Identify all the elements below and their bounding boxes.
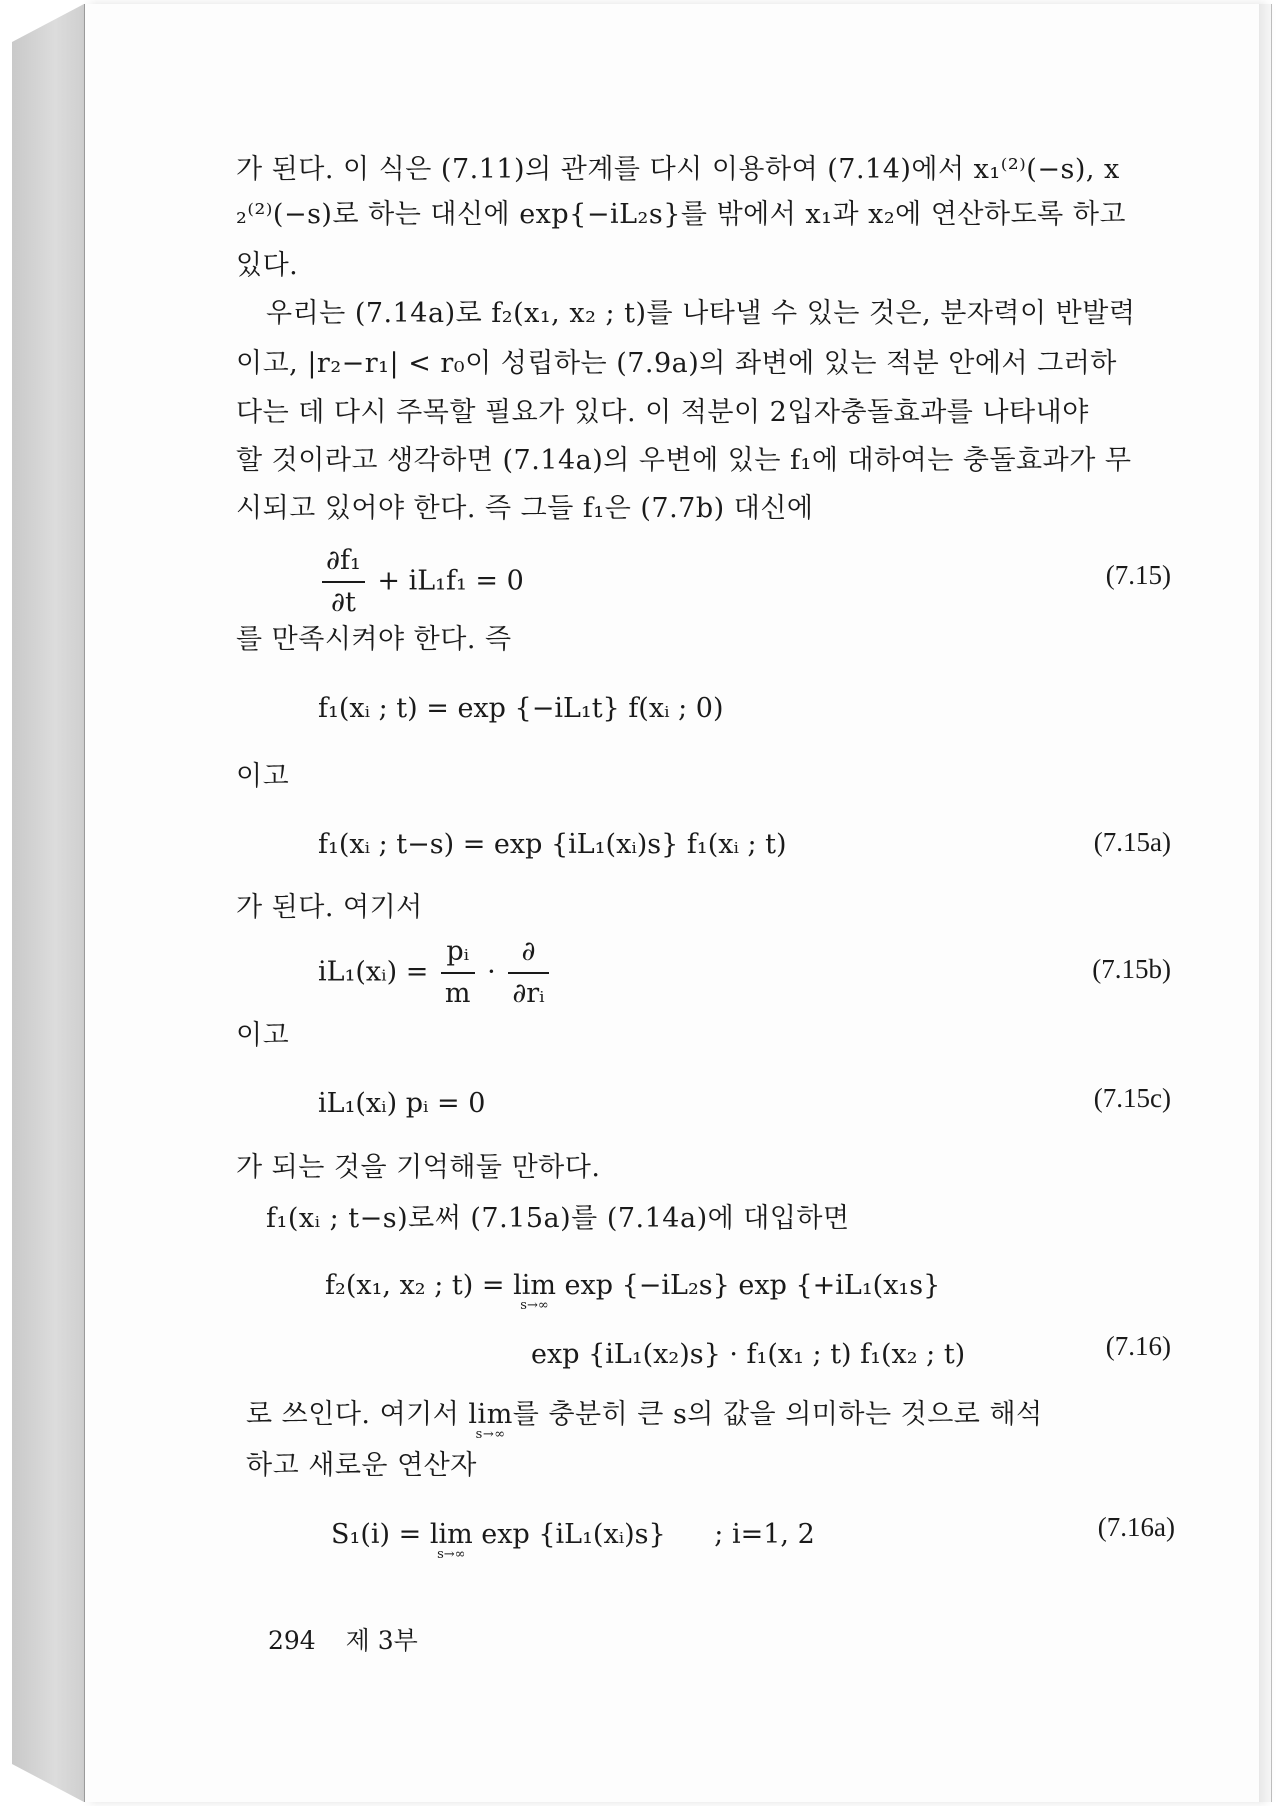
paragraph2-line3: 다는 데 다시 주목할 필요가 있다. 이 적분이 2입자충돌효과를 나타내야	[236, 397, 1089, 428]
page-edge	[1259, 4, 1272, 1802]
equation-7-16-line2: exp {iL₁(x₂)s} · f₁(x₁ ; t) f₁(x₂ ; t)	[531, 1339, 966, 1370]
fraction-numerator: ∂f₁	[322, 543, 365, 583]
equation-number-7-16: (7.16)	[1105, 1331, 1171, 1361]
limit-operator	[513, 1268, 556, 1312]
fraction-denominator: m	[444, 978, 471, 1009]
limit-subscript: s→∞	[475, 1427, 506, 1442]
equation-7-15a: f₁(xᵢ ; t−s) = exp {iL₁(xᵢ)s} f₁(xᵢ ; t)	[318, 829, 787, 860]
fraction	[322, 543, 365, 621]
dot-operator: ·	[487, 956, 496, 988]
limit-subscript: s→∞	[437, 1547, 466, 1562]
paragraph1-line1: 가 된다. 이 식은 (7.11)의 관계를 다시 이용하여 (7.14)에서 x₁⁽²⁾(−s), x	[236, 154, 1120, 185]
text-igo-1: 이고	[236, 761, 290, 792]
equation-7-16-line1	[325, 1268, 940, 1312]
text-igo-2: 이고	[236, 1020, 290, 1051]
paragraph1-line2: ₂⁽²⁾(−s)로 하는 대신에 exp{−iL₂s}를 밖에서 x₁과 x₂에 연산하도록 하고	[236, 199, 1126, 230]
limit-operator	[468, 1397, 512, 1441]
equation-rhs: exp {−iL₂s} exp {+iL₁(x₁s}	[564, 1270, 941, 1301]
equation-number-7-15b: (7.15b)	[1092, 954, 1171, 984]
equation-number-7-15c: (7.15c)	[1093, 1083, 1171, 1113]
paragraph2-line5: 시되고 있어야 한다. 즉 그들 f₁은 (7.7b) 대신에	[236, 493, 814, 524]
paragraph2-line4: 할 것이라고 생각하면 (7.14a)의 우변에 있는 f₁에 대하여는 충돌효과가 무	[236, 445, 1132, 476]
fraction-derivative	[508, 934, 548, 1012]
equation-lhs: S₁(i) =	[331, 1519, 422, 1550]
text-lim-pre: 로 쓰인다. 여기서	[246, 1399, 460, 1430]
page-footer	[268, 1625, 418, 1657]
equation-7-15c: iL₁(xᵢ) pᵢ = 0	[318, 1088, 486, 1119]
equation-lhs: iL₁(xᵢ) =	[318, 956, 429, 988]
equation-number-7-15: (7.15)	[1105, 560, 1171, 590]
equation-7-15b	[318, 934, 553, 1012]
paragraph2-line2: 이고, |r₂−r₁| < r₀이 성립하는 (7.9a)의 좌변에 있는 적분 안에서 그러하	[236, 348, 1117, 379]
equation-number-7-16a: (7.16a)	[1097, 1512, 1175, 1542]
limit-text: lim	[468, 1399, 513, 1430]
fraction-denominator: ∂t	[330, 587, 356, 618]
equation-lhs: f₂(x₁, x₂ ; t) =	[325, 1270, 505, 1301]
text-lim-post: 를 충분히 큰 s의 값을 의미하는 것으로 해석	[512, 1399, 1043, 1430]
limit-subscript: s→∞	[520, 1298, 549, 1313]
text-memory: 가 되는 것을 기억해둘 만하다.	[236, 1152, 601, 1183]
fraction-denominator: ∂rᵢ	[512, 978, 545, 1009]
fraction-numerator: pᵢ	[441, 934, 475, 974]
equation-rhs: exp {iL₁(xᵢ)s}	[481, 1519, 666, 1550]
equation-rest: + iL₁f₁ = 0	[377, 565, 524, 597]
fraction-numerator: ∂	[508, 934, 548, 974]
limit-text: lim	[513, 1270, 556, 1301]
text-yeogiseo: 가 된다. 여기서	[236, 892, 423, 923]
equation-7-15	[318, 543, 524, 621]
text-substitute: f₁(xᵢ ; t−s)로써 (7.15a)를 (7.14a)에 대입하면	[266, 1203, 850, 1234]
limit-operator	[430, 1517, 473, 1561]
fraction-momentum	[441, 934, 475, 1012]
paragraph1-line3: 있다.	[236, 250, 299, 281]
equation-condition: ; i=1, 2	[714, 1519, 815, 1550]
paragraph2-line1: 우리는 (7.14a)로 f₂(x₁, x₂ ; t)를 나타낼 수 있는 것은, 분자력이 반발력	[266, 298, 1136, 329]
text-after-7-15: 를 만족시켜야 한다. 즉	[236, 624, 512, 655]
text-lim-line	[246, 1397, 1043, 1441]
page-number: 294	[268, 1626, 316, 1655]
part-label: 제 3부	[345, 1626, 418, 1655]
book-spine	[12, 4, 84, 1802]
equation-7-16a	[331, 1517, 815, 1561]
equation-number-7-15a: (7.15a)	[1093, 827, 1171, 857]
limit-text: lim	[429, 1519, 473, 1550]
text-new-operator: 하고 새로운 연산자	[246, 1450, 477, 1481]
equation-f1: f₁(xᵢ ; t) = exp {−iL₁t} f(xᵢ ; 0)	[318, 693, 724, 724]
